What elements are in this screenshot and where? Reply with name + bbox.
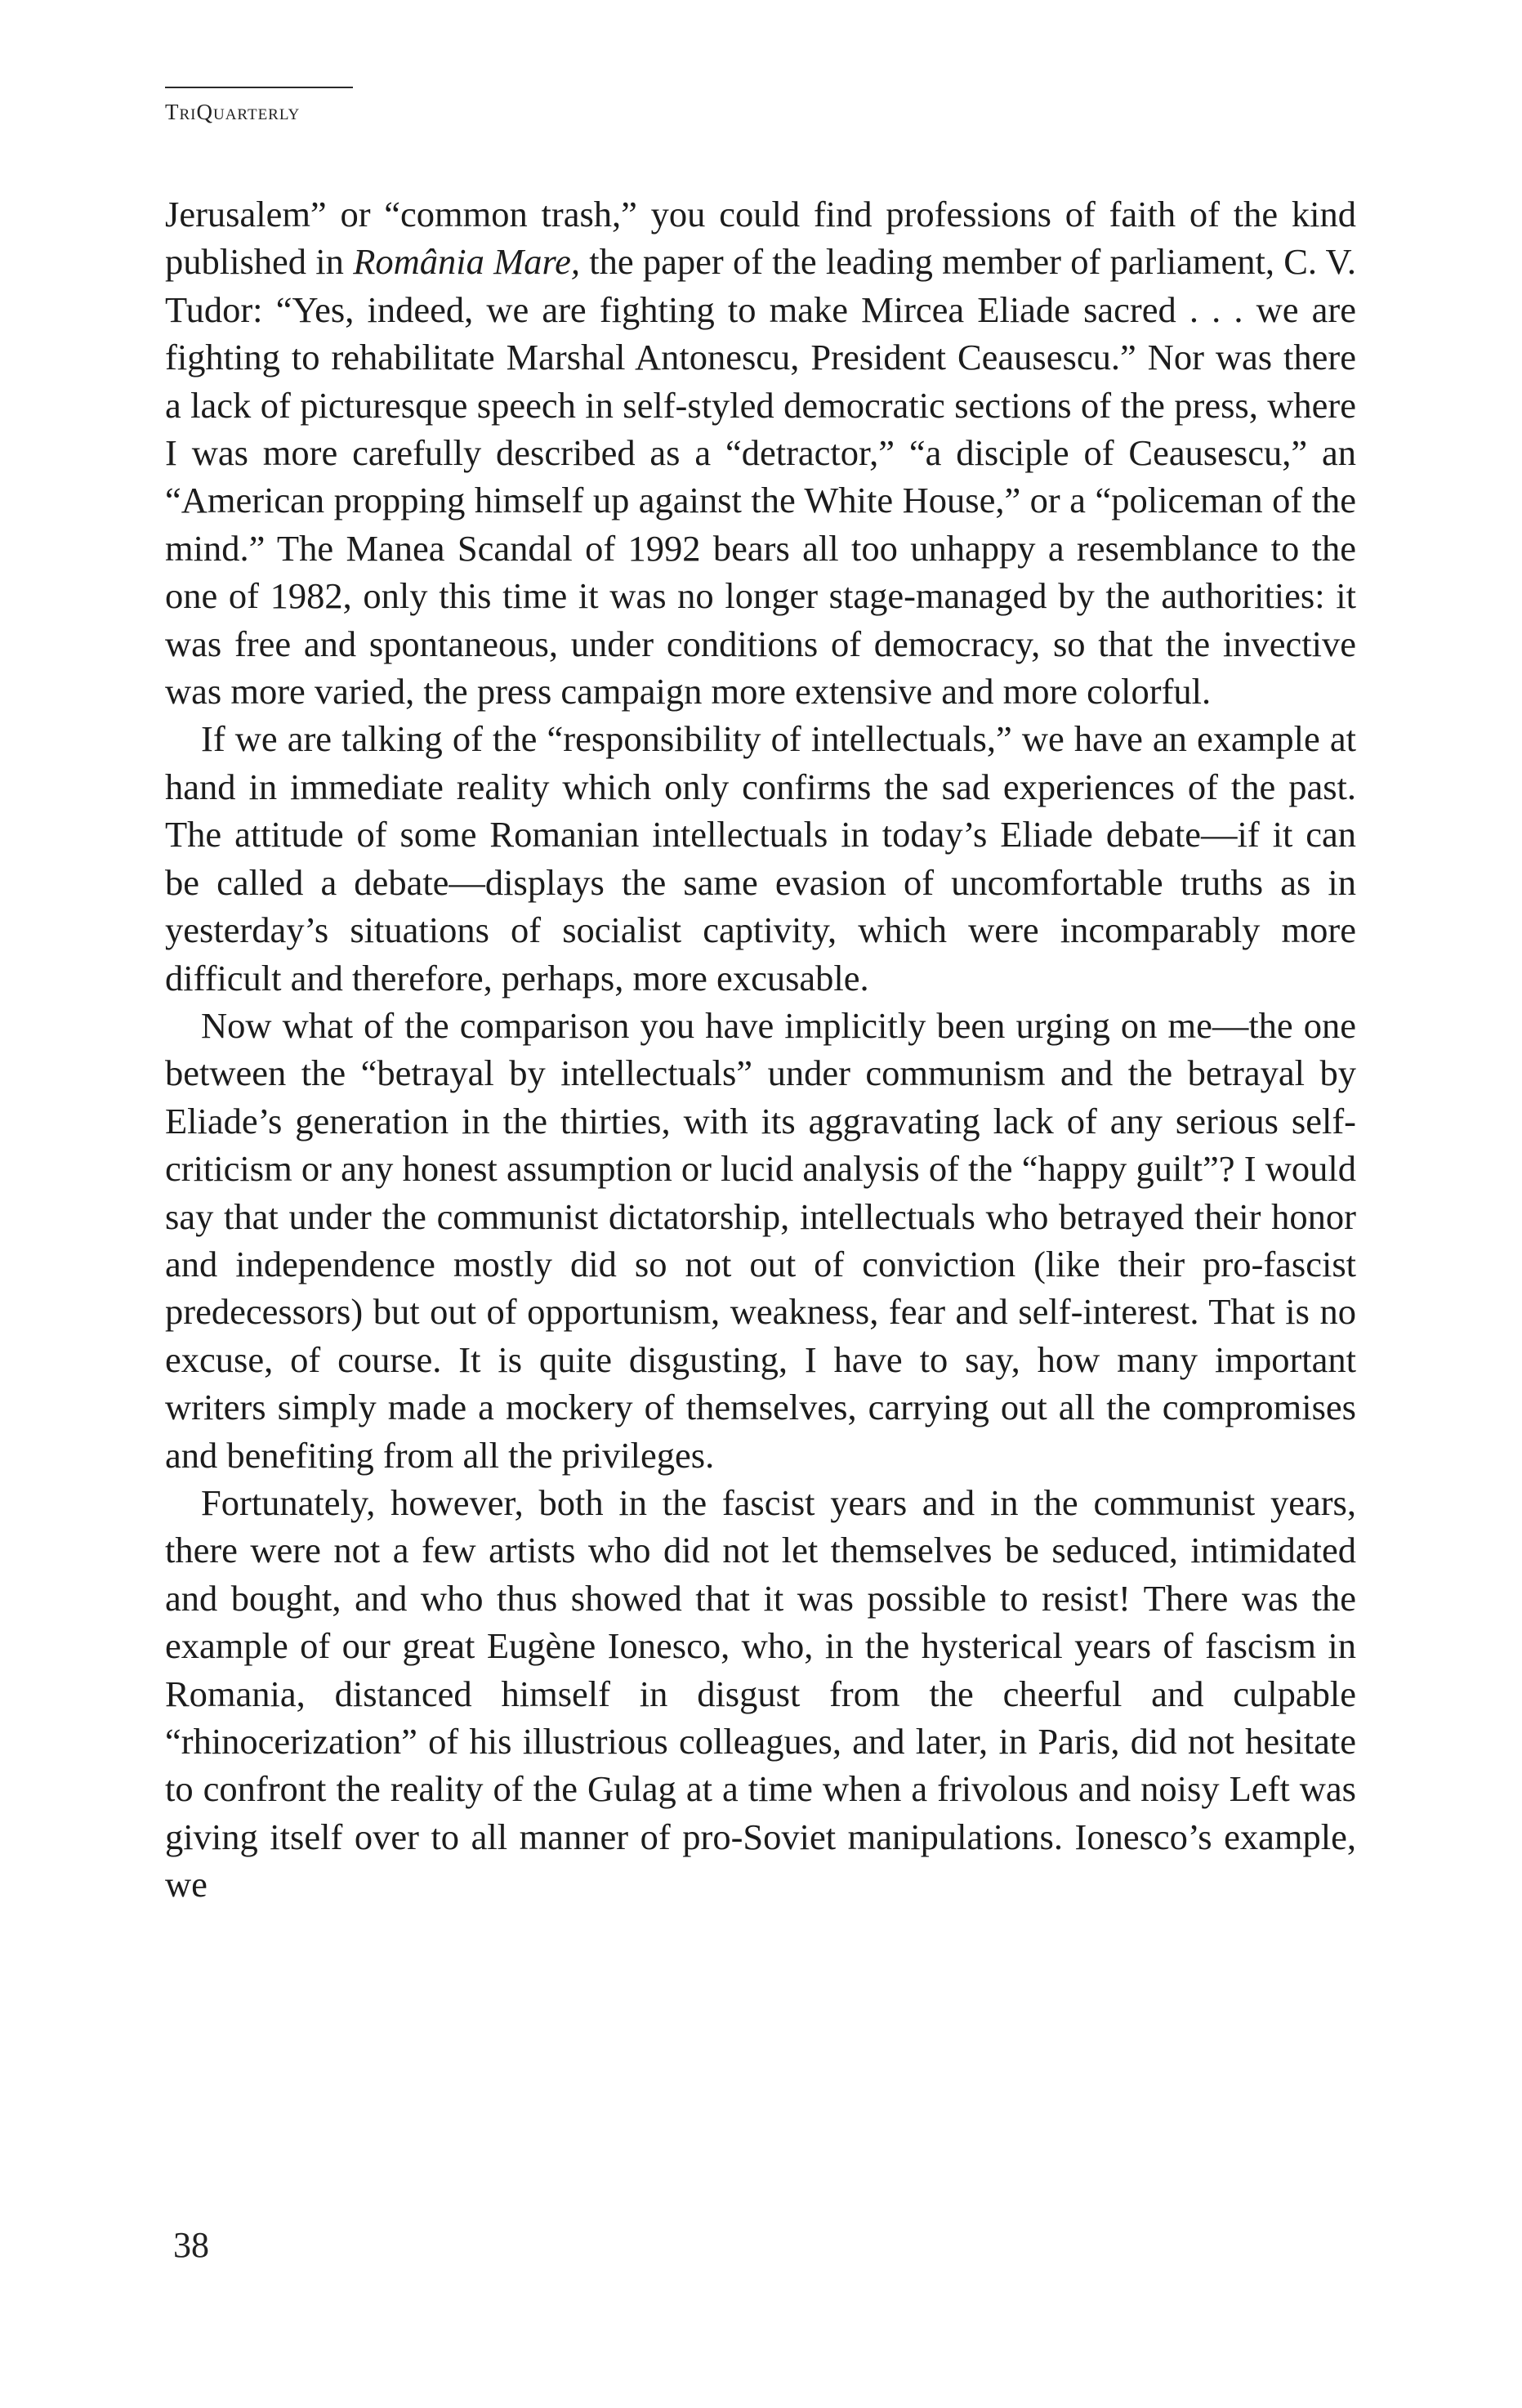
paragraph-4: Fortunately, however, both in the fascist years and in the communist years, there were not a few artists who did not let themselves be seduced, intimidated and bought, and who thus showed that it was possible to resist! There was the example of our great Eugène Ionesco, who, in the hysterical years of fascism in Romania, distanced himself in disgust from the cheerful and culpable “rhinocerization” of his illustrious colleagues, and later, in Paris, did not hesitate to confront the reality of the Gulag at a time when a frivolous and noisy Left was giving itself over to all manner of pro-Soviet manipulations. Ionesco’s example, we — [165, 1481, 1356, 1905]
paragraph-1 — [165, 190, 1356, 715]
running-head-title: TriQuarterly — [165, 100, 301, 124]
paragraph-1-text-start: Jerusalem” or “common trash,” you could find professions of faith of the kind published in — [165, 194, 1356, 283]
running-head — [165, 87, 353, 125]
paragraph-1-text-end: the paper of the leading member of parliament, C. V. Tudor: “Yes, indeed, we are fighting to make Mircea Eliade sacred . . . we are fighting to rehabilitate Marshal Antonescu, President Ceausescu.” Nor was there a lack of picturesque speech in self-styled democratic sections of the press, where I was more carefully described as a “detractor,” “a disciple of Ceausescu,” an “American propping himself up against the White House,” or a “policeman of the mind.” The Manea Scandal of 1992 bears all too unhappy a resemblance to the one of 1982, only this time it was no longer stage-managed by the authorities: it was free and spontaneous, under conditions of democracy, so that the invective was more varied, the press campaign more extensive and more colorful. — [165, 241, 1356, 713]
page-number: 38 — [173, 2225, 209, 2265]
paragraph-2: If we are talking of the “responsibility of intellectuals,” we have an example at hand in immediate reality which only confirms the sad experiences of the past. The attitude of some Romanian intellectuals in today’s Eliade debate—if it can be called a debate—displays the same evasion of uncomfortable truths as in yesterday’s situations of socialist captivity, which were incomparably more difficult and therefore, perhaps, more excusable. — [165, 718, 1356, 998]
body-text — [165, 190, 1356, 1909]
paragraph-3: Now what of the comparison you have implicitly been urging on me—the one between the “betrayal by intellectuals” under communism and the betrayal by Eliade’s generation in the thirties, with its aggravating lack of any serious self-criticism or any honest assumption or lucid analysis of the “happy guilt”? I would say that under the communist dictatorship, intellectuals who betrayed their honor and independence mostly did so not out of conviction (like their pro-fascist predecessors) but out of opportunism, weakness, fear and self-interest. That is no excuse, of course. It is quite disgusting, I have to say, how many important writers simply made a mockery of themselves, carrying out all the compromises and benefiting from all the privileges. — [165, 1004, 1356, 1476]
newspaper-title: România Mare, — [353, 241, 580, 283]
